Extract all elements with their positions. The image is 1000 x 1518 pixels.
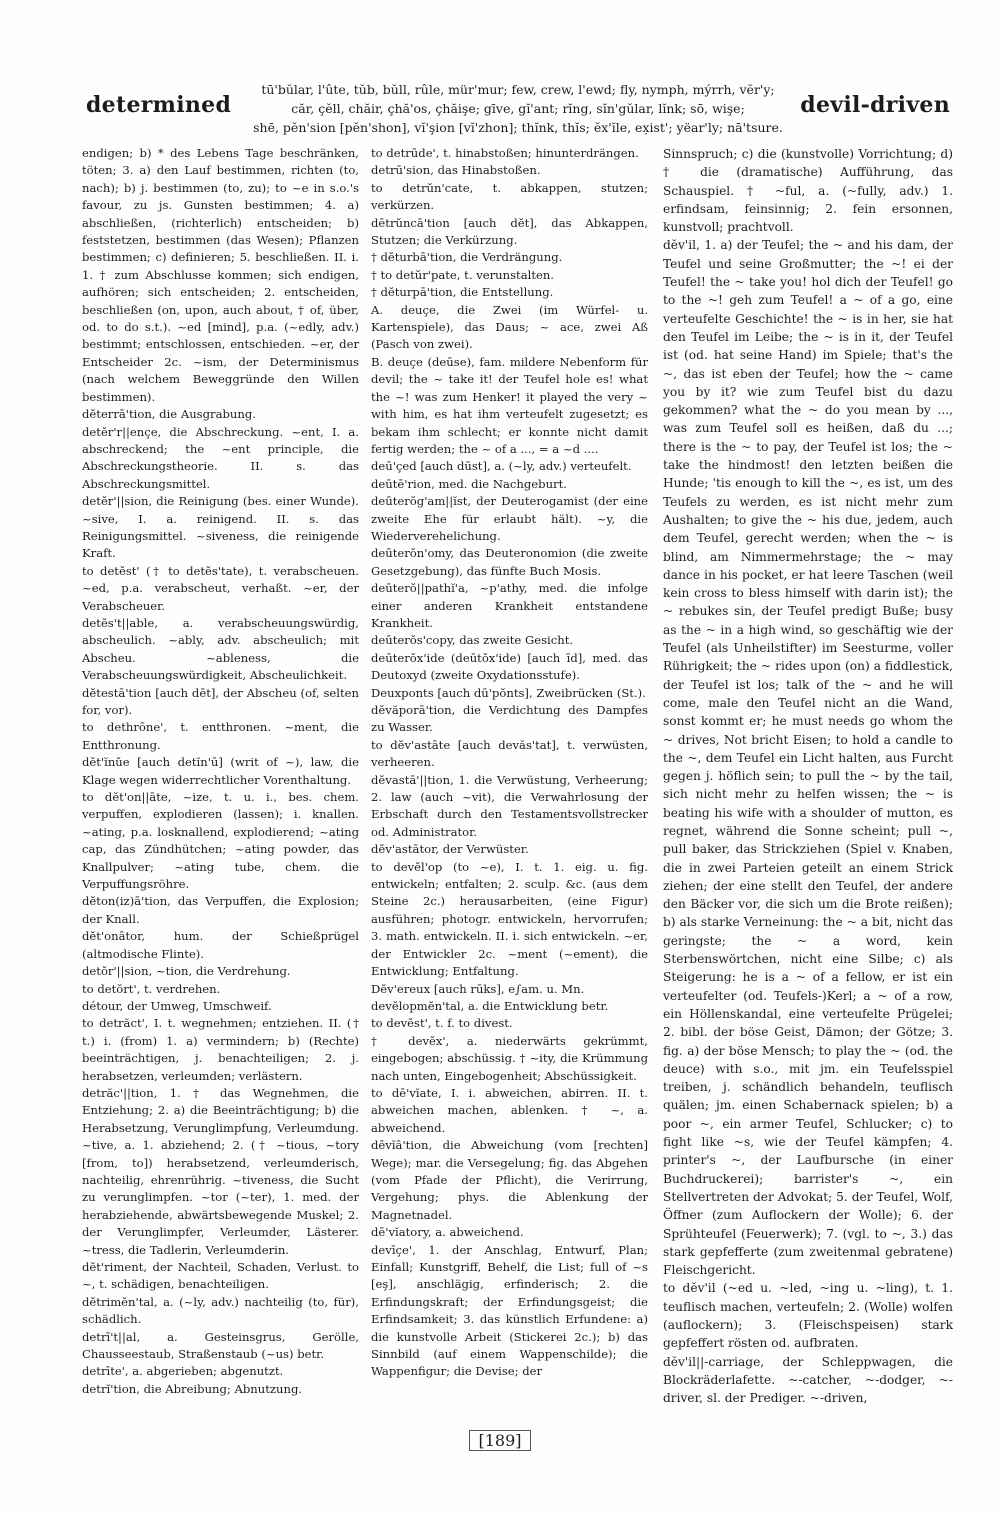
dictionary-entry: † to detŭr'pate, t. verunstalten. xyxy=(371,267,554,282)
dictionary-entry: dētrŭncā'tion [auch dĕt], das Abkappen, Stutzen; die Verkürzung. xyxy=(371,215,648,248)
right-guide-word: devil-driven xyxy=(800,92,950,118)
dictionary-entry: detrī't||al, a. Gesteinsgrus, Gerölle, Chausseestaub, Straßenstaub (~us) betr. xyxy=(82,1329,359,1362)
dictionary-entry: to detĕst' († to detĕs'tate), t. verabscheuen. ~ed, p.a. verabscheut, verhaßt. ~er, der Verabscheuer. xyxy=(82,563,359,613)
dictionary-entry: to dē'vĭate, I. i. abweichen, abirren. II. t. abweichen machen, ablenken. † ~, a. abweichend. xyxy=(371,1085,648,1135)
dictionary-entry: detrīte', a. abgerieben; abgenutzt. xyxy=(82,1364,284,1379)
dictionary-entry: † devĕx', a. niederwärts gekrümmt, eingebogen; abschüssig. † ~ity, die Krümmung nach unten, Eingebogenheit; Abschüssigkeit. xyxy=(371,1033,648,1083)
dictionary-entry: to detrŭn'cate, t. abkappen, stutzen; verkürzen. xyxy=(371,180,648,213)
dictionary-entry: deūtē'rion, med. die Nachgeburt. xyxy=(371,476,567,491)
dictionary-entry: detĕs't||able, a. verabscheuungswürdig, abscheulich. ~ably, adv. abscheulich; mit Abscheu. ~ableness, die Verabscheuungswürdigkeit, Abscheulichkeit. xyxy=(82,615,359,683)
dictionary-entry: to devĕl'op (to ~e), I. t. 1. eig. u. fig. entwickeln; entfalten; 2. sculp. &c. (aus dem Steine 2c.) herausarbeiten, (eine Figur) ausführen; photogr. entwickeln, hervorrufen; 3. math. entwickeln. II. i. sich entwickeln. ~er, der Entwickler 2c. ~ment (~ement), die Entwicklung; Entfaltung. xyxy=(371,859,648,979)
dictionary-entry: detŏr'||sion, ~tion, die Verdrehung. xyxy=(82,964,291,979)
dictionary-entry: Deuxponts [auch dū'pŏnts], Zweibrücken (St.). xyxy=(371,685,646,700)
dictionary-entry: dĕv'il, 1. a) der Teufel; the ~ and his dam, der Teufel und seine Großmutter; the ~! ei der Teufel! the ~ take you! hol dich der Teufel! go to the ~! geh zum Teufel! a ~ of a go, eine verteufelte Geschichte! the ~ is in her, sie hat den Teufel im Leibe; the ~ is in it, der Teufel ist (od. hat seine Hand) im Spiele; that's the ~, das ist eben der Teufel; how the ~ came you by it? wie zum Teufel bist du dazu gekommen? what the ~ do you mean by ..., was zum Teufel soll es heißen, daß du ...; there is the ~ to pay, der Teufel ist los; the ~ take the hindmost! den letzten beißen die Hunde; 'tis enough to kill the ~, es ist, um des Teufels zu werden, es ist nicht mehr zum Aushalten; to give the ~ his due, jedem, auch dem Teufel, gerecht werden; when the ~ is blind, am Nimmermehrstage; the ~ may dance in his pocket, er hat leere Taschen (weil kein cross to bless himself with darin ist); the ~ rebukes sin, der Teufel predigt Buße; busy as the ~ in a high wind, so geschäftig wie der Teufel (als Unheilstifter) im Seesturme, voller Rührigkeit; the ~ rides upon (on) a fiddlestick, der Teufel ist los; talk of the ~ and he will come, male den Teufel nicht an die Wand, sonst kommt er; he must needs go whom the ~ drives, Not bricht Eisen; to hold a candle to the ~, dem Teufel ein Licht halten, aus Furcht gegen j. höflich sein; to pull the ~ by the tail, sich nicht mehr zu helfen wissen; the ~ is beating his wife with a shoulder of mutton, es regnet, während die Sonne scheint; pull ~, pull baker, das Strickziehen (Spiel v. Knaben, die in zwei Parteien geteilt an einem Strick ziehen; der eine stellt den Teufel, der andere den Bäcker vor, die sich um die Brote reißen); b) als starke Verneinung: the ~ a bit, nicht das geringste; the ~ a word, kein Sterbenswörtchen, nicht eine Silbe; c) als Steigerung: he is a ~ of a fellow, er ist ein verteufelter (od. Teufels-)Kerl; a ~ of a row, ein Höllenskandal, eine verteufelte Prügelei; 2. bibl. der böse Geist, Dämon; der Götze; 3. fig. a) der böse Mensch; to play the ~ (od. the deuce) with s.o., mit jm. ein Teufelsspiel treiben, j. schändlich behandeln, teuflisch quälen; jm. einen Schabernack spielen; b) a poor ~, ein armer Teufel, Schlucker; c) to fight like ~s, wie der Teufel kämpfen; 4. printer's ~, der Laufbursche (in einer Buchdruckerei); barrister's ~, ein Stellvertreten der Advokat; 5. der Teufel, Wolf, Öffner (zum Auflockern der Wolle); 6. der Sprühteufel (Feuerwerk); 7. (vgl. to ~, 3.) das stark gepfefferte (zum zweitenmal gebratene) Fleischgericht. xyxy=(663,238,953,1278)
dictionary-entry: to dethrōne', t. entthronen. ~ment, die Entthronung. xyxy=(82,720,359,752)
dictionary-entry: deūterŏx'ide (deūtŏx'ide) [auch īd], med. das Deutoxyd (zweite Oxydationsstufe). xyxy=(371,650,648,683)
dictionary-entry: dĕv'astātor, der Verwüster. xyxy=(371,842,529,857)
dictionary-entry: dĕvăporā'tion, die Verdichtung des Dampfes zu Wasser. xyxy=(371,703,648,735)
dictionary-entry: to dĕv'il (~ed u. ~led, ~ing u. ~ling), t. 1. teuflisch machen, verteufeln; 2. (Wolle) wolfen (auflockern); 3. (Fleischspeisen) stark gepfeffert rösten od. aufbraten. xyxy=(663,1281,953,1351)
column-2 xyxy=(371,145,648,1381)
dictionary-entry: dĕv'il||-carriage, der Schleppwagen, die Blockräderlafette. ~-catcher, ~-dodger, ~-driver, sl. der Prediger. ~-driven, xyxy=(663,1354,953,1406)
dictionary-entry: † dĕturpā'tion, die Entstellung. xyxy=(371,285,554,300)
pronunciation-key-line: tū'bŭlar, l'ûte, tŭb, bŭll, rûle, mür'mur; few, crew, l'ewd; fly, nymph, mýrrh, vĕr'y; xyxy=(261,82,775,97)
dictionary-entry: to detrăct', I. t. wegnehmen; entziehen. II. († t.) i. (from) 1. a) vermindern; b) (Rechte) beeinträchtigen, j. benachteiligen; 2. j. herabsetzen, verleumden; verlästern. xyxy=(82,1016,359,1083)
dictionary-entry: Dĕv'ereux [auch rūks], e∫am. u. Mn. xyxy=(371,981,585,996)
dictionary-entry: devĕlopmĕn'tal, a. die Entwicklung betr. xyxy=(371,998,609,1013)
left-guide-word: determined xyxy=(86,92,232,118)
dictionary-entry: detrū'sion, das Hinabstoßen. xyxy=(371,163,541,178)
dictionary-entry: deū'çed [auch dūst], a. (~ly, adv.) verteufelt. xyxy=(371,459,632,474)
dictionary-entry: detrĭ'tion, die Abreibung; Abnutzung. xyxy=(82,1381,303,1396)
dictionary-entry: dĕton(iz)ā'tion, das Verpuffen, die Explosion; der Knall. xyxy=(82,894,359,926)
page-number xyxy=(0,1430,1000,1451)
dictionary-entry: détour, der Umweg, Umschweif. xyxy=(82,998,272,1013)
dictionary-entry: detĕr'r||ençe, die Abschreckung. ~ent, I. a. abschreckend; the ~ent principle, die Abschreckungstheorie. II. s. das Abschreckungsmittel. xyxy=(82,424,359,491)
dictionary-entry: A. deuçe, die Zwei (im Würfel- u. Kartenspiele), das Daus; ~ ace, zwei Aß (Pasch von zwei). xyxy=(371,302,648,352)
dictionary-entry: dĕt'ĭnŭe [auch detĭn'ū] (writ of ~), law, die Klage wegen widerrechtlicher Vorenthaltung. xyxy=(82,755,359,787)
dictionary-entry: detrăc'||tion, 1. † das Wegnehmen, die Entziehung; 2. a) die Beeinträchtigung; b) die Herabsetzung, Verunglimpfung, Verleumdung. ~tive, a. 1. abziehend; 2. († ~tious, ~tory [from, to]) herabsetzend, verleumderisch, nachteilig, ehrenrührig. ~tiveness, die Sucht zu verunglimpfen. ~tor (~ter), 1. med. der herabziehende, abwärtsbewegende Muskel; 2. der Verunglimpfer, Verleumder, Lästerer. ~tress, die Tadlerin, Verleumderin. xyxy=(82,1085,359,1257)
dictionary-entry: B. deuçe (deūse), fam. mildere Nebenform für devil; the ~ take it! der Teufel hole es! what the ~! was zum Henker! it played the very ~ with him, es hat ihm verteufelt zugesetzt; es bekam ihm schlecht; er konnte nicht damit fertig werden; the ~ of a ..., = a ~d .... xyxy=(371,354,648,456)
dictionary-entry: deūterŏs'copy, das zweite Gesicht. xyxy=(371,633,574,648)
dictionary-entry: dĕtrimĕn'tal, a. (~ly, adv.) nachteilig (to, für), schädlich. xyxy=(82,1294,359,1327)
column-3 xyxy=(663,145,953,1407)
dictionary-entry: Sinnspruch; c) die (kunstvolle) Vorrichtung; d) † die (dramatische) Aufführung, das Schauspiel. † ~ful, a. (~fully, adv.) 1. erfindsam, feinsinnig; 2. fein ersonnen, kunstvoll; prachtvoll. xyxy=(663,147,953,235)
dictionary-entry: to detŏrt', t. verdrehen. xyxy=(82,981,221,996)
dictionary-entry: dēvĭā'tion, die Abweichung (vom [rechten] Wege); mar. die Versegelung; fig. das Abgehen (vom Pfade der Pflicht), die Verirrung, Vergehung; phys. die Ablenkung der Magnetnadel. xyxy=(371,1138,648,1222)
pronunciation-key xyxy=(238,80,798,137)
dictionary-entry: dē'vĭatory, a. abweichend. xyxy=(371,1225,524,1240)
dictionary-entry: dĕterrā'tion, die Ausgrabung. xyxy=(82,407,256,422)
dictionary-entry: † dĕturbā'tion, die Verdrängung. xyxy=(371,250,563,265)
page-number-text: [189] xyxy=(469,1430,530,1451)
dictionary-entry: to dĕt'on||āte, ~ize, t. u. i., bes. chem. verpuffen, explodieren (lassen); i. knallen. ~ating, p.a. losknallend, explodierend; ~ating cap, das Zündhütchen; ~ating powder, das Knallpulver; ~ating tube, chem. die Verpuffungsröhre. xyxy=(82,790,359,892)
dictionary-entry: dĕt'onātor, hum. der Schießprügel (altmodische Flinte). xyxy=(82,929,359,961)
dictionary-entry: devīçe', 1. der Anschlag, Entwurf, Plan; Einfall; Kunstgriff, Behelf, die List; full of ~s [eş], anschlägig, erfinderisch; 2. die Erfindungskraft; der Erfindungsgeist; die Erfindsamkeit; 3. das künstlich Erfundene: a) die kunstvolle Arbeit (Stickerei 2c.); b) das Sinnbild (auf einem Wappenschilde); die Wappenfigur; die Devise; der xyxy=(371,1242,648,1379)
dictionary-entry: dĕvastā'||tion, 1. die Verwüstung, Verheerung; 2. law (auch ~vit), die Verwahrlosung der Erbschaft durch den Testamentsvollstrecker od. Administrator. xyxy=(371,772,648,839)
dictionary-entry: dĕtestā'tion [auch dēt], der Abscheu (of, selten for, vor). xyxy=(82,685,359,717)
dictionary-entry: dĕt'riment, der Nachteil, Schaden, Verlust. to ~, t. schädigen, benachteiligen. xyxy=(82,1260,359,1292)
column-1 xyxy=(82,145,359,1398)
dictionary-entry: deūterŏ||pathĭ'a, ~p'athy, med. die infolge einer anderen Krankheit entstandene Krankheit. xyxy=(371,581,648,630)
dictionary-entry: to devĕst', t. f. to divest. xyxy=(371,1016,513,1031)
dictionary-entry: deūterŏg'am||ĭst, der Deuterogamist (der eine zweite Ehe für erlaubt hält). ~y, die Wiederverehelichung. xyxy=(371,494,648,543)
dictionary-entry: deūterŏn'omy, das Deuteronomion (die zweite Gesetzgebung), das fünfte Buch Mosis. xyxy=(371,546,648,578)
dictionary-entry: detĕr'||sion, die Reinigung (bes. einer Wunde). ~sive, I. a. reinigend. II. s. das Reinigungsmittel. ~siveness, die reinigende Kraft. xyxy=(82,494,359,561)
pronunciation-key-line: căr, çĕll, chăir, çhă'os, çhăişe; gīve, gĭ'ant; rĭng, sĭn'gŭlar, lĭnk; sō, wişe; xyxy=(291,101,745,116)
dictionary-entry: endigen; b) * des Lebens Tage beschränken, töten; 3. a) den Lauf bestimmen, richten (to, nach); b) j. bestimmen (to, zu); to ~e in s.o.'s favour, zu js. Gunsten bestimmen; 4. a) abschließen, (richterlich) entscheiden; b) feststetzen, bestimmen (das Wesen); Pflanzen bestimmen; c) definieren; 5. beschließen. II. i. 1. † zum Abschlusse kommen; sich endigen, aufhören; sich entscheiden; 2. entscheiden, beschließen (on, upon, auch about, † of, über, od. to do s.t.). ~ed [mind], p.a. (~edly, adv.) bestimmt; entschlossen, entschieden. ~er, der Entscheider 2c. ~ism, der Determinismus (nach welchem Beweggründe den Willen bestimmen). xyxy=(82,146,359,404)
dictionary-entry: to detrūde', t. hinabstoßen; hinunterdrängen. xyxy=(371,146,639,160)
dictionary-entry: to dĕv'astāte [auch devăs'tat], t. verwüsten, verheeren. xyxy=(371,737,648,770)
pronunciation-key-line: shē, pĕn'sion [pĕn'shon], vĭ'şion [vĭ'zhon]; thĭnk, thĭs; ĕx'ĭle, ex̣ist'; yëar'ly; nā'tsure. xyxy=(253,120,783,135)
